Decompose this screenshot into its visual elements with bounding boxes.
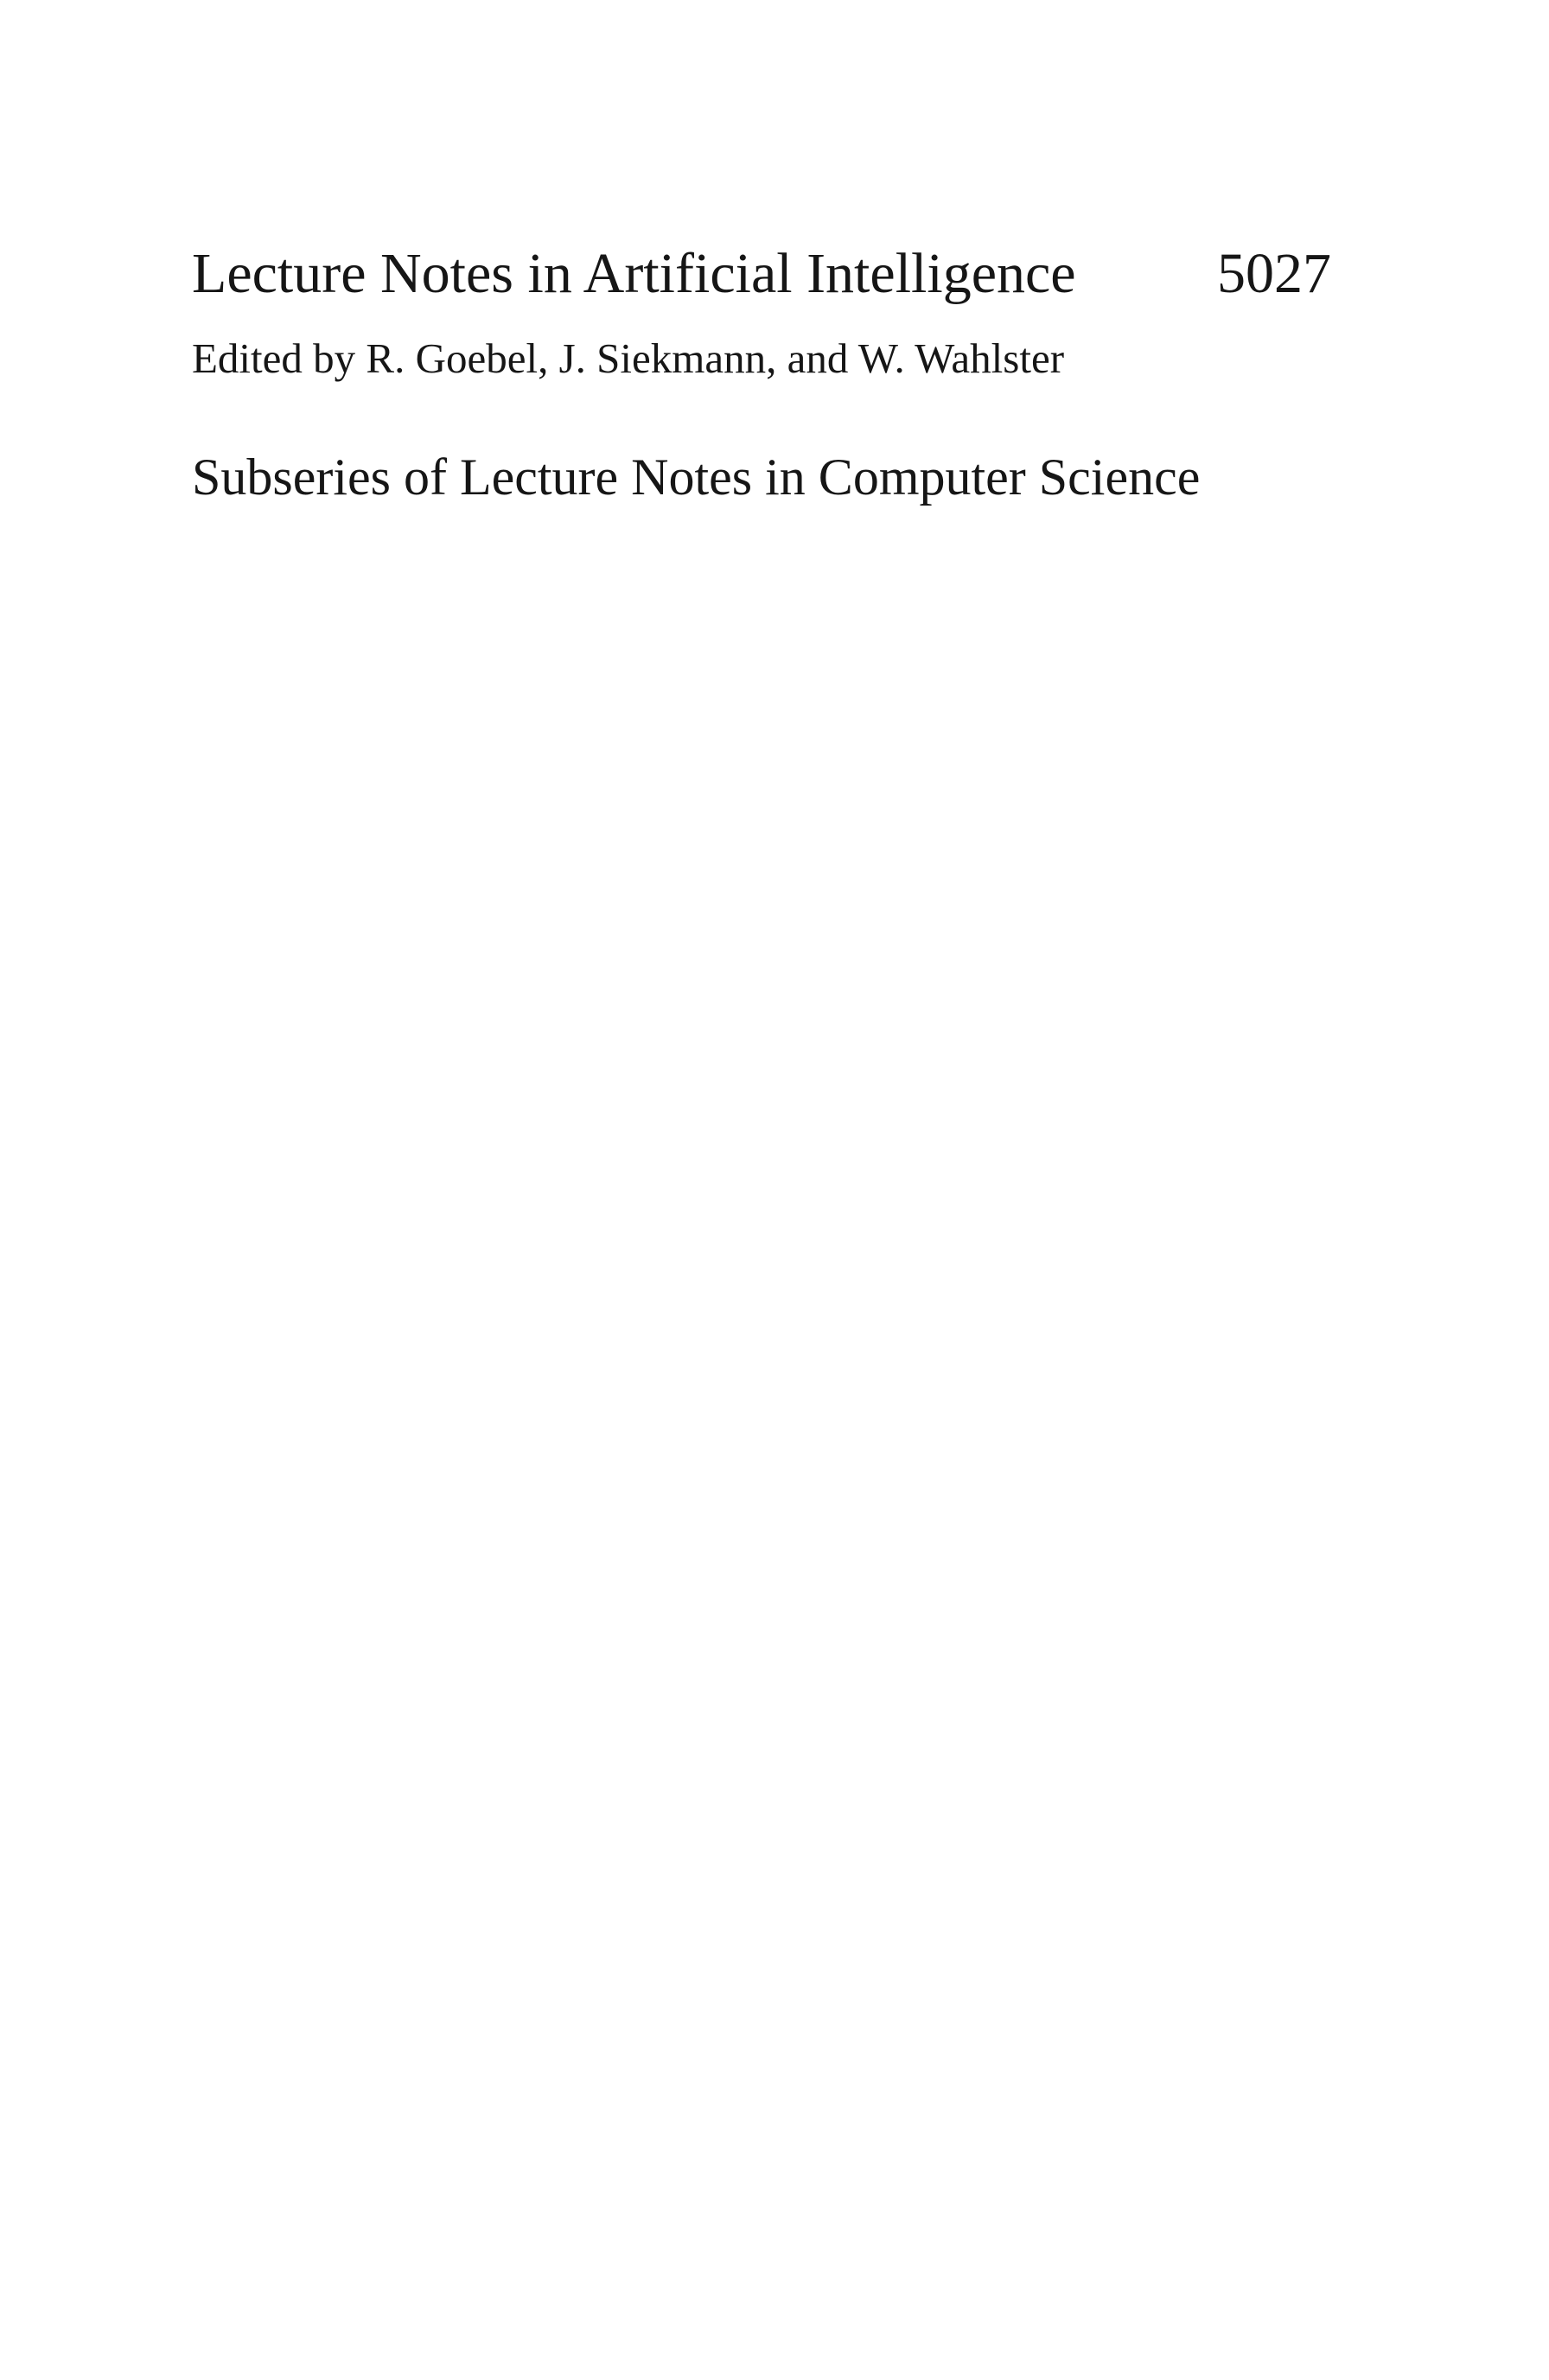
series-title-row [192,242,1331,305]
series-title: Lecture Notes in Artificial Intelligence [192,242,1076,305]
volume-number: 5027 [1217,242,1331,305]
subseries-line: Subseries of Lecture Notes in Computer Science [192,449,1201,506]
edited-by-line: Edited by R. Goebel, J. Siekmann, and W. Wahlster [192,334,1065,382]
